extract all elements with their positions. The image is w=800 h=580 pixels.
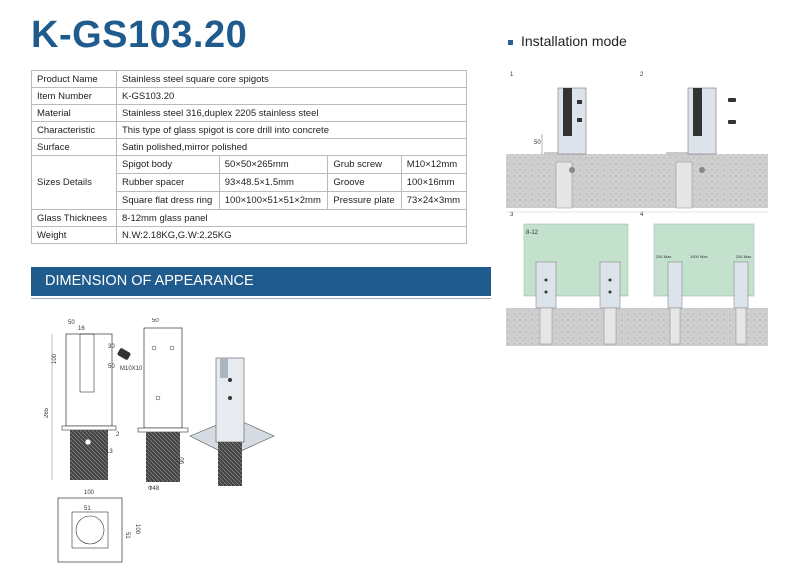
bullet-icon	[508, 40, 513, 45]
step-1-label: 1	[510, 72, 514, 78]
width-51-label: 51	[84, 506, 91, 512]
dim-250b-label: 250 Max	[736, 254, 752, 259]
side-elevation	[138, 318, 188, 492]
spec-value: Stainless steel square core spigots	[117, 71, 467, 88]
divider	[31, 298, 491, 299]
installation-diagram	[506, 66, 770, 350]
spec-label: Glass Thicknees	[32, 210, 117, 227]
spec-label: Sizes Details	[32, 156, 117, 210]
spec-label: Material	[32, 105, 117, 122]
diameter-48-label: Ф48	[148, 486, 160, 492]
size-value: 50×50×265mm	[219, 156, 328, 174]
size-value: 73×24×3mm	[401, 192, 466, 210]
spec-value: Stainless steel 316,duplex 2205 stainless steel	[117, 105, 467, 122]
table-row	[32, 210, 467, 227]
width-50b-label: 50	[152, 318, 159, 324]
height-51-label: 51	[124, 532, 130, 539]
table-row	[32, 122, 467, 139]
spec-value: Satin polished,mirror polished	[117, 139, 467, 156]
install-step-1	[506, 88, 768, 208]
page-title: K-GS103.20	[31, 14, 248, 56]
spec-label: Weight	[32, 227, 117, 244]
height-100b-label: 100	[134, 524, 140, 535]
glass-thickness-label: 8-12	[526, 230, 539, 236]
spec-label: Characteristic	[32, 122, 117, 139]
dimension-drawing	[44, 318, 284, 566]
size-name: Pressure plate	[328, 192, 401, 210]
spec-value: This type of glass spigot is core drill into concrete	[117, 122, 467, 139]
spec-label: Surface	[32, 139, 117, 156]
spec-label: Product Name	[32, 71, 117, 88]
spec-value: 8-12mm glass panel	[117, 210, 467, 227]
size-value: 100×16mm	[401, 174, 466, 192]
dim-30-label: 30	[108, 344, 115, 350]
dimension-heading-bar	[31, 267, 491, 296]
step-3-label: 3	[510, 212, 514, 218]
spec-table	[31, 70, 467, 244]
dim-13-label: 13	[106, 449, 113, 455]
spec-value: K-GS103.20	[117, 88, 467, 105]
size-name: Spigot body	[117, 156, 220, 174]
installation-heading	[508, 33, 627, 49]
size-name: Square flat dress ring	[117, 192, 220, 210]
size-value: 93×48.5×1.5mm	[219, 174, 328, 192]
width-16-label: 16	[78, 326, 85, 332]
height-100-label: 100	[52, 353, 58, 364]
size-value: M10×12mm	[401, 156, 466, 174]
height-90-label: 90	[180, 457, 186, 464]
installation-heading-text: Installation mode	[521, 33, 627, 49]
table-row	[32, 139, 467, 156]
height-265-label: 265	[44, 407, 50, 418]
size-name: Grub screw	[328, 156, 401, 174]
screw-label: M10X10	[120, 366, 143, 372]
step-4-label: 4	[640, 212, 644, 218]
size-name: Groove	[328, 174, 401, 192]
dim-250a-label: 250 Max	[656, 254, 672, 259]
dimension-heading: DIMENSION OF APPEARANCE	[45, 273, 254, 289]
plan-view	[58, 490, 140, 562]
width-100-label: 100	[84, 490, 95, 496]
size-name: Rubber spacer	[117, 174, 220, 192]
dim-1000-label: 1000 Max	[690, 254, 708, 259]
dim-2-label: 2	[116, 432, 120, 438]
spec-value: N.W:2.18KG,G.W:2.25KG	[117, 227, 467, 244]
table-row	[32, 156, 467, 174]
width-50-label: 50	[68, 320, 75, 326]
table-row	[32, 227, 467, 244]
table-row	[32, 71, 467, 88]
post-height-label: 50	[534, 140, 541, 146]
size-value: 100×100×51×51×2mm	[219, 192, 328, 210]
dim-50-label: 50	[108, 364, 115, 370]
table-row	[32, 105, 467, 122]
table-row	[32, 88, 467, 105]
front-elevation	[44, 320, 120, 480]
step-2-label: 2	[640, 72, 644, 78]
spec-label: Item Number	[32, 88, 117, 105]
isometric-view	[190, 358, 274, 486]
grub-screw	[117, 348, 143, 372]
